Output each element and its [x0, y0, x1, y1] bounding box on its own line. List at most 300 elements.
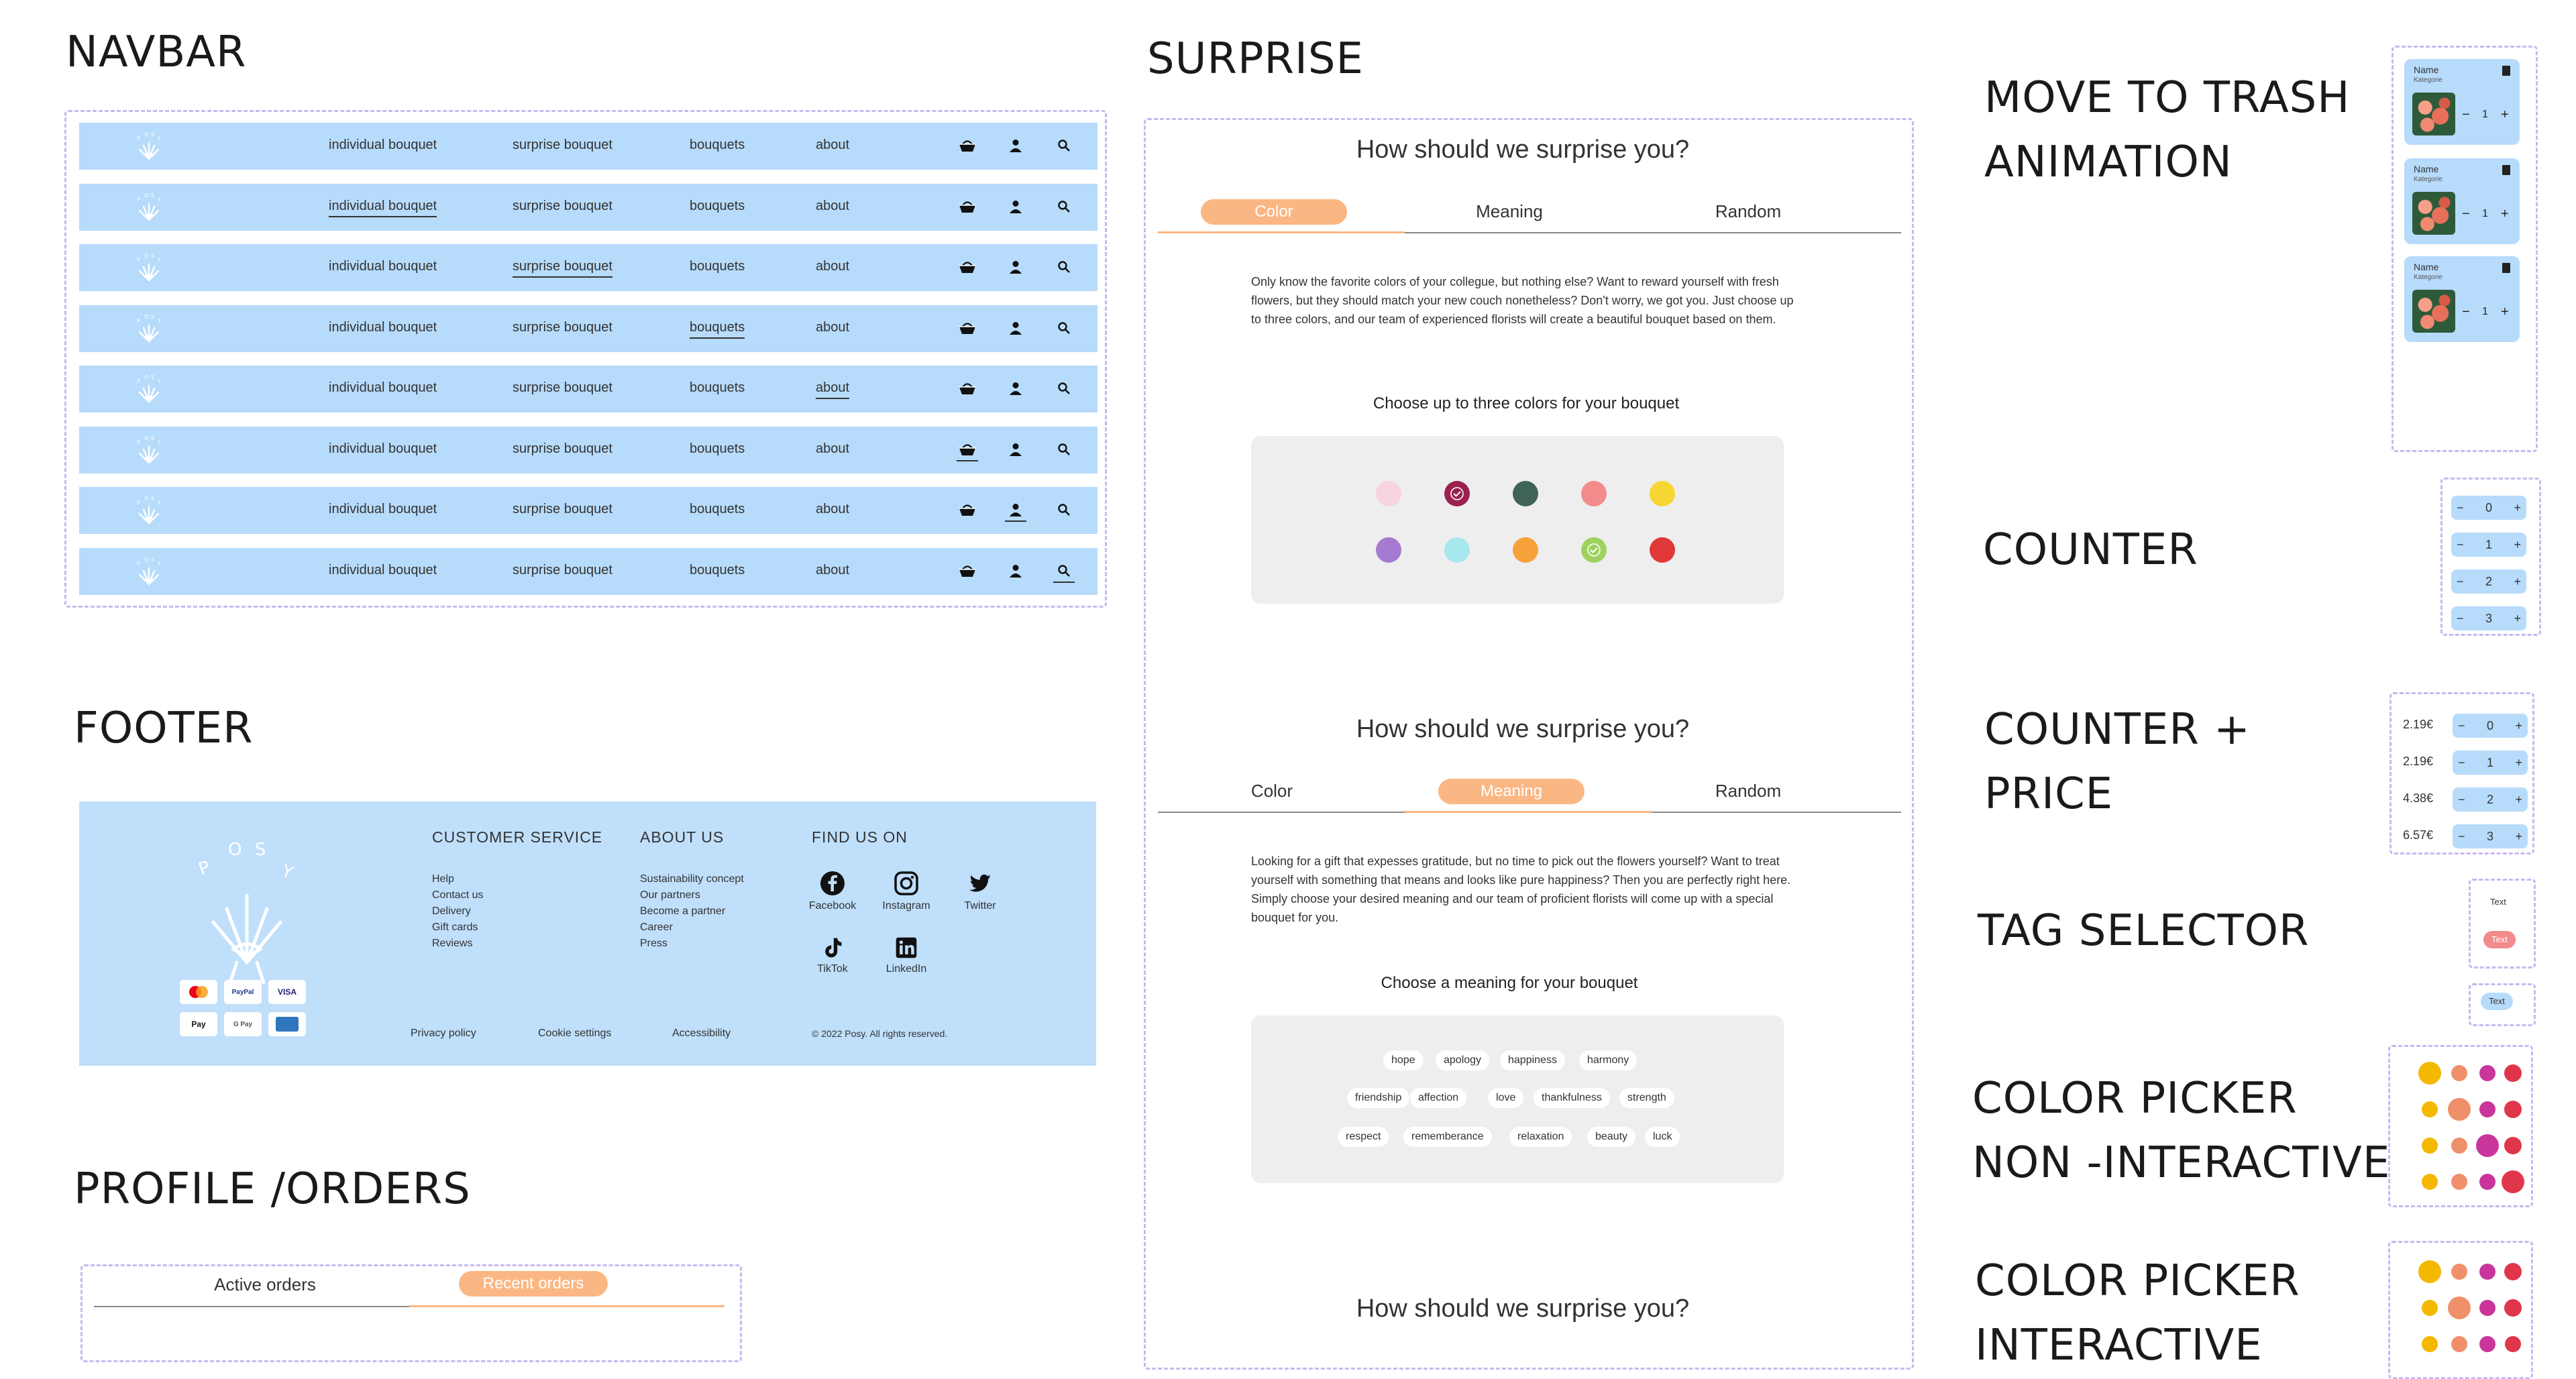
nav-link-individual-bouquet[interactable]: individual bouquet	[329, 319, 437, 335]
svg-text:Y: Y	[158, 317, 161, 324]
color-swatch[interactable]	[1444, 481, 1470, 506]
counter-section-title: COUNTER	[1983, 525, 2198, 575]
tab-divider	[94, 1306, 409, 1307]
tag-selector-section-title: TAG SELECTOR	[1978, 906, 2310, 956]
meaning-tag[interactable]: hope	[1383, 1050, 1424, 1070]
posy-logo[interactable]	[131, 190, 166, 225]
color-option[interactable]	[2451, 1264, 2467, 1280]
basket-icon[interactable]	[957, 256, 978, 278]
nav-link-about[interactable]: about	[816, 502, 850, 516]
nav-link-individual-bouquet[interactable]: individual bouquet	[329, 259, 437, 274]
linkedin-label: LinkedIn	[885, 963, 927, 975]
basket-icon[interactable]	[957, 439, 978, 461]
basket-icon[interactable]	[957, 499, 978, 520]
svg-text:O: O	[144, 313, 149, 320]
svg-text:Y: Y	[158, 560, 161, 567]
tab-divider	[1158, 812, 1405, 813]
profile-section-title: PROFILE /ORDERS	[74, 1164, 471, 1214]
increment-button[interactable]: +	[2515, 829, 2522, 843]
color-heading: Choose up to three colors for your bouquet	[1373, 394, 1680, 412]
svg-text:O: O	[144, 496, 149, 502]
increment-button[interactable]: +	[2515, 718, 2522, 732]
twitter-icon	[967, 870, 994, 897]
color-option[interactable]	[2479, 1264, 2496, 1280]
price-label: 2.19€	[2403, 718, 2434, 731]
svg-text:S: S	[151, 253, 155, 259]
basket-icon[interactable]	[957, 560, 978, 582]
color-swatch[interactable]	[1444, 537, 1470, 563]
nav-link-about[interactable]: about	[816, 380, 849, 399]
svg-text:S: S	[151, 313, 155, 320]
color-swatch[interactable]	[1513, 481, 1538, 506]
privacy-policy-link[interactable]: Privacy policy	[411, 1028, 476, 1039]
color-option[interactable]	[2448, 1297, 2471, 1319]
customer-service-heading: CUSTOMER SERVICE	[432, 828, 603, 846]
color-description: Only know the favorite colors of your collegue, but nothing else? Want to reward yourself with fresh flowers, but they should match your new couch nonetheless? Don't worry, we got you. Just choose up to three colors, and our team of experienced florists will create a beautiful bouquet based on them.	[1251, 275, 1794, 326]
counter-value: 1	[2486, 755, 2493, 769]
footer	[79, 802, 1096, 1066]
nav-link-bouquets[interactable]: bouquets	[690, 259, 745, 274]
nav-link-bouquets[interactable]: bouquets	[690, 320, 745, 339]
visa-icon: VISA	[268, 980, 306, 1004]
color-option	[2479, 1101, 2496, 1117]
quantity-counter	[2451, 496, 2526, 520]
svg-text:O: O	[144, 374, 149, 380]
meaning-tag[interactable]: affection	[1410, 1088, 1466, 1108]
tag-selected[interactable]: Text	[2483, 931, 2516, 948]
posy-logo[interactable]	[131, 129, 166, 164]
cp-noninteractive-title-2: NON -INTERACTIVE	[1972, 1138, 2391, 1188]
color-option	[2479, 1065, 2496, 1081]
tab-divider	[1652, 812, 1901, 813]
trash-icon[interactable]	[2502, 165, 2510, 175]
user-icon[interactable]	[1005, 439, 1026, 460]
search-icon[interactable]	[1053, 317, 1075, 339]
cart-item-card	[2404, 59, 2520, 145]
svg-text:Y: Y	[158, 135, 161, 142]
color-option	[2476, 1134, 2499, 1157]
tab-accent-line	[1405, 811, 1652, 813]
svg-text:Y: Y	[158, 378, 161, 384]
svg-text:P: P	[137, 257, 140, 263]
item-category: Kategorie	[2414, 274, 2443, 281]
svg-text:S: S	[151, 374, 155, 380]
increment-button[interactable]: +	[2514, 500, 2521, 514]
tiktok-label: TikTok	[817, 963, 848, 975]
increment-button[interactable]: +	[2501, 305, 2509, 319]
counter-value: 2	[2485, 574, 2492, 588]
navbar	[79, 123, 1097, 170]
instagram-label: Instagram	[882, 900, 930, 912]
counter-price-section-title-1: COUNTER +	[1984, 705, 2251, 755]
color-option	[2504, 1101, 2522, 1118]
footer-link[interactable]: Delivery	[432, 905, 471, 917]
svg-text:O: O	[144, 435, 149, 441]
navbar	[79, 548, 1097, 595]
svg-text:S: S	[151, 131, 155, 137]
surprise-title-color: How should we surprise you?	[1356, 135, 1690, 164]
tag-default[interactable]: Text	[2482, 893, 2514, 911]
color-option	[2451, 1174, 2467, 1190]
footer-section-title: FOOTER	[74, 704, 254, 753]
apple-pay-icon: Pay	[180, 1012, 217, 1036]
increment-button[interactable]: +	[2514, 574, 2521, 588]
counter-value: 3	[2485, 611, 2492, 625]
basket-icon[interactable]	[957, 196, 978, 217]
color-option	[2451, 1138, 2467, 1154]
tiktok-link[interactable]	[802, 936, 863, 975]
meaning-heading: Choose a meaning for your bouquet	[1381, 974, 1638, 992]
price-label: 4.38€	[2403, 791, 2434, 805]
nav-link-about[interactable]: about	[816, 137, 850, 152]
decrement-button[interactable]: −	[2458, 718, 2465, 732]
search-icon[interactable]	[1053, 135, 1075, 156]
svg-text:O: O	[144, 253, 149, 259]
nav-link-surprise-bouquet[interactable]: surprise bouquet	[513, 380, 612, 395]
posy-logo	[186, 828, 307, 989]
svg-text:P: P	[196, 857, 213, 880]
posy-logo[interactable]	[131, 372, 166, 407]
color-option	[2422, 1101, 2438, 1117]
color-option[interactable]	[2504, 1299, 2522, 1317]
user-icon[interactable]	[1005, 560, 1026, 582]
meaning-tag[interactable]: respect	[1338, 1127, 1389, 1147]
decrement-button[interactable]: −	[2457, 611, 2464, 625]
color-swatch[interactable]	[1650, 481, 1675, 506]
decrement-button[interactable]: −	[2457, 574, 2464, 588]
google-pay-icon: G Pay	[224, 1012, 262, 1036]
meaning-tag[interactable]: rememberance	[1403, 1127, 1492, 1147]
about-us-heading: ABOUT US	[640, 828, 724, 846]
color-option	[2422, 1174, 2438, 1190]
amex-icon	[268, 1012, 306, 1036]
tag-hover[interactable]: Text	[2481, 993, 2513, 1010]
item-name: Name	[2414, 164, 2439, 174]
svg-text:P: P	[137, 196, 140, 203]
twitter-link[interactable]	[950, 870, 1010, 912]
posy-logo[interactable]	[131, 312, 166, 347]
surprise-section-title: SURPRISE	[1147, 34, 1364, 84]
increment-button[interactable]: +	[2514, 537, 2521, 551]
decrement-button[interactable]: −	[2458, 829, 2465, 843]
user-icon[interactable]	[1005, 256, 1026, 278]
facebook-icon	[819, 870, 846, 897]
nav-link-bouquets[interactable]: bouquets	[690, 137, 745, 152]
decrement-button[interactable]: −	[2462, 207, 2470, 221]
tab-divider	[1405, 232, 1901, 233]
trash-icon[interactable]	[2502, 66, 2510, 76]
footer-link[interactable]: Reviews	[432, 938, 473, 949]
color-option[interactable]	[2422, 1300, 2438, 1316]
copyright: © 2022 Posy. All rights reserved.	[812, 1028, 948, 1039]
svg-text:P: P	[137, 378, 140, 384]
svg-text:S: S	[151, 435, 155, 441]
basket-icon[interactable]	[957, 378, 978, 399]
cp-interactive-title-2: INTERACTIVE	[1975, 1321, 2263, 1370]
nav-link-bouquets[interactable]: bouquets	[690, 562, 745, 577]
posy-logo[interactable]	[131, 433, 166, 468]
cp-interactive-title-1: COLOR PICKER	[1975, 1256, 2300, 1306]
trash-section-title-1: MOVE TO TRASH	[1984, 73, 2351, 123]
item-category: Kategorie	[2414, 176, 2443, 183]
footer-link[interactable]: Our partners	[640, 889, 700, 901]
nav-link-about[interactable]: about	[816, 198, 850, 213]
posy-logo[interactable]	[131, 251, 166, 286]
color-swatch[interactable]	[1376, 537, 1401, 563]
quantity-counter	[2451, 533, 2526, 557]
nav-link-individual-bouquet[interactable]: individual bouquet	[329, 380, 437, 395]
item-category: Kategorie	[2414, 76, 2443, 84]
tag-selector-frame	[2469, 879, 2536, 969]
tab-accent-line	[409, 1305, 724, 1307]
meaning-tag[interactable]: luck	[1645, 1127, 1680, 1147]
item-name: Name	[2414, 64, 2439, 75]
nav-link-surprise-bouquet[interactable]: surprise bouquet	[513, 441, 612, 456]
svg-text:S: S	[151, 556, 155, 563]
basket-icon[interactable]	[957, 135, 978, 156]
svg-text:P: P	[137, 560, 140, 567]
search-icon[interactable]	[1053, 196, 1075, 217]
meaning-tag[interactable]: harmony	[1579, 1050, 1637, 1070]
instagram-link[interactable]	[876, 870, 936, 912]
color-option[interactable]	[2479, 1300, 2496, 1316]
color-option[interactable]	[2418, 1260, 2441, 1283]
navbar	[79, 305, 1097, 352]
increment-button[interactable]: +	[2501, 107, 2509, 122]
svg-text:P: P	[137, 135, 140, 142]
svg-text:Y: Y	[158, 257, 161, 263]
meaning-tag[interactable]: beauty	[1587, 1127, 1635, 1147]
color-option[interactable]	[2479, 1336, 2496, 1352]
tab-recent-orders[interactable]: Recent orders	[459, 1271, 608, 1297]
nav-link-about[interactable]: about	[816, 259, 850, 274]
user-icon[interactable]	[1005, 378, 1026, 399]
cp-noninteractive-title-1: COLOR PICKER	[1972, 1074, 2298, 1123]
nav-link-surprise-bouquet[interactable]: surprise bouquet	[513, 319, 612, 335]
increment-button[interactable]: +	[2515, 755, 2522, 769]
footer-link[interactable]: Become a partner	[640, 905, 726, 917]
posy-logo[interactable]	[131, 555, 166, 590]
surprise-title-random: How should we surprise you?	[1356, 1294, 1690, 1323]
quantity-counter	[2453, 787, 2528, 812]
color-option	[2422, 1138, 2438, 1154]
basket-icon[interactable]	[957, 317, 978, 339]
color-option	[2448, 1098, 2471, 1121]
meaning-tag[interactable]: friendship	[1347, 1088, 1409, 1108]
svg-text:O: O	[228, 840, 242, 860]
counter-value: 2	[2486, 792, 2493, 806]
tab-color[interactable]: Color	[1201, 199, 1347, 225]
navbar	[79, 184, 1097, 231]
flower-thumbnail	[2412, 290, 2455, 333]
price-label: 2.19€	[2403, 755, 2434, 768]
nav-link-individual-bouquet[interactable]: individual bouquet	[329, 502, 437, 516]
quantity-counter	[2451, 569, 2526, 594]
color-option	[2479, 1174, 2496, 1190]
svg-text:P: P	[137, 439, 140, 445]
svg-text:O: O	[144, 192, 149, 199]
counter-value: 3	[2486, 829, 2493, 843]
meaning-tag[interactable]: thankfulness	[1534, 1088, 1610, 1108]
color-option	[2504, 1137, 2522, 1154]
quantity-value: 1	[2482, 109, 2488, 120]
quantity-counter	[2453, 824, 2528, 848]
meaning-tag[interactable]: happiness	[1500, 1050, 1565, 1070]
meaning-tag[interactable]: apology	[1436, 1050, 1489, 1070]
color-swatch[interactable]	[1581, 481, 1607, 506]
decrement-button[interactable]: −	[2458, 755, 2465, 769]
user-icon[interactable]	[1005, 317, 1026, 339]
color-option[interactable]	[2505, 1336, 2521, 1352]
svg-text:S: S	[151, 496, 155, 502]
nav-link-about[interactable]: about	[816, 562, 850, 577]
svg-text:S: S	[151, 192, 155, 199]
surprise-title-meaning: How should we surprise you?	[1356, 715, 1690, 743]
footer-link[interactable]: Career	[640, 922, 673, 933]
navbar	[79, 244, 1097, 291]
tab-meaning[interactable]: Meaning	[1438, 779, 1585, 804]
nav-link-individual-bouquet[interactable]: individual bouquet	[329, 137, 437, 152]
footer-link[interactable]: Help	[432, 873, 454, 885]
nav-link-bouquets[interactable]: bouquets	[690, 198, 745, 213]
counter-value: 0	[2486, 718, 2493, 732]
quantity-counter	[2453, 714, 2528, 738]
decrement-button[interactable]: −	[2458, 792, 2465, 806]
decrement-button[interactable]: −	[2457, 537, 2464, 551]
facebook-label: Facebook	[808, 900, 857, 912]
color-option[interactable]	[2422, 1336, 2438, 1352]
quantity-value: 1	[2482, 306, 2488, 317]
find-us-heading: FIND US ON	[812, 828, 908, 846]
mastercard-icon	[180, 980, 217, 1004]
tab-random[interactable]: Random	[1715, 201, 1782, 221]
posy-logo[interactable]	[131, 494, 166, 529]
quantity-counter	[2451, 606, 2526, 630]
svg-text:Y: Y	[158, 439, 161, 445]
svg-text:Y: Y	[158, 196, 161, 203]
trash-section-title-2: ANIMATION	[1984, 137, 2233, 187]
nav-link-bouquets[interactable]: bouquets	[690, 502, 745, 516]
nav-link-surprise-bouquet[interactable]: surprise bouquet	[513, 137, 612, 152]
cookie-settings-link[interactable]: Cookie settings	[538, 1028, 612, 1039]
search-icon[interactable]	[1053, 439, 1075, 460]
check-icon	[1450, 486, 1464, 501]
meaning-tag[interactable]: relaxation	[1509, 1127, 1572, 1147]
cart-item-card	[2404, 158, 2520, 244]
user-icon[interactable]	[1005, 196, 1026, 217]
footer-link[interactable]: Sustainability concept	[640, 873, 744, 885]
color-option[interactable]	[2451, 1336, 2467, 1352]
increment-button[interactable]: +	[2515, 792, 2522, 806]
color-option[interactable]	[2504, 1263, 2522, 1280]
linkedin-icon	[894, 936, 918, 960]
quantity-counter	[2453, 751, 2528, 775]
footer-link[interactable]: Press	[640, 938, 667, 949]
search-icon[interactable]	[1053, 378, 1075, 399]
decrement-button[interactable]: −	[2457, 500, 2464, 514]
counter-price-section-title-2: PRICE	[1984, 769, 2114, 819]
search-icon[interactable]	[1053, 256, 1075, 278]
flower-thumbnail	[2412, 192, 2455, 235]
increment-button[interactable]: +	[2514, 611, 2521, 625]
meaning-description: Looking for a gift that expesses gratitude, but no time to pick out the flowers yourself? Want to treat yourself with something that means and looks like pure happiness? Then you are perfectly right here. Simply choose your desired meaning and our team of proficient florists will come up with a special bouquet for you.	[1251, 854, 1791, 924]
color-option	[2502, 1170, 2524, 1193]
nav-link-individual-bouquet[interactable]: individual bouquet	[329, 441, 437, 456]
quantity-value: 1	[2482, 208, 2488, 219]
color-option	[2504, 1064, 2522, 1082]
tab-color[interactable]: Color	[1250, 781, 1293, 801]
meaning-tag[interactable]: love	[1488, 1088, 1523, 1108]
linkedin-link[interactable]	[876, 936, 936, 975]
nav-link-surprise-bouquet[interactable]: surprise bouquet	[513, 198, 612, 213]
navbar	[79, 487, 1097, 534]
nav-link-surprise-bouquet[interactable]: surprise bouquet	[513, 502, 612, 516]
tab-meaning[interactable]: Meaning	[1476, 201, 1543, 221]
nav-link-bouquets[interactable]: bouquets	[690, 441, 745, 456]
footer-link[interactable]: Contact us	[432, 889, 484, 901]
color-swatch-panel	[1251, 436, 1784, 604]
nav-link-about[interactable]: about	[816, 319, 850, 335]
facebook-link[interactable]	[802, 870, 863, 912]
svg-text:Y: Y	[278, 861, 296, 884]
nav-link-surprise-bouquet[interactable]: surprise bouquet	[513, 259, 612, 278]
decrement-button[interactable]: −	[2462, 305, 2470, 319]
svg-text:S: S	[255, 840, 266, 860]
price-label: 6.57€	[2403, 828, 2434, 842]
color-swatch[interactable]	[1650, 537, 1675, 563]
tab-accent-line	[1158, 231, 1405, 233]
tiktok-icon	[820, 936, 845, 960]
color-option	[2451, 1065, 2467, 1081]
color-swatch[interactable]	[1581, 537, 1607, 563]
user-icon[interactable]	[1005, 135, 1026, 156]
flower-thumbnail	[2412, 93, 2455, 135]
check-icon	[1587, 543, 1601, 557]
paypal-icon: PayPal	[224, 980, 262, 1004]
color-option	[2418, 1062, 2441, 1085]
tab-active-orders[interactable]: Active orders	[214, 1274, 316, 1294]
navbar	[79, 427, 1097, 474]
color-swatch[interactable]	[1376, 481, 1401, 506]
nav-link-bouquets[interactable]: bouquets	[690, 380, 745, 395]
footer-link[interactable]: Gift cards	[432, 922, 478, 933]
user-icon[interactable]	[1005, 499, 1026, 522]
search-icon[interactable]	[1053, 499, 1075, 520]
item-name: Name	[2414, 262, 2439, 272]
svg-text:Y: Y	[158, 500, 161, 506]
nav-link-about[interactable]: about	[816, 441, 850, 456]
nav-link-individual-bouquet[interactable]: individual bouquet	[329, 199, 437, 217]
search-icon[interactable]	[1053, 560, 1075, 583]
twitter-label: Twitter	[964, 900, 996, 912]
trash-icon[interactable]	[2502, 263, 2510, 273]
counter-value: 0	[2485, 500, 2492, 514]
accessibility-link[interactable]: Accessibility	[672, 1028, 731, 1039]
navbar-section-title: NAVBAR	[66, 27, 247, 77]
cart-item-card	[2404, 256, 2520, 342]
meaning-tag[interactable]: strength	[1619, 1088, 1674, 1108]
counter-value: 1	[2485, 537, 2492, 551]
decrement-button[interactable]: −	[2462, 107, 2470, 122]
increment-button[interactable]: +	[2501, 207, 2509, 221]
nav-link-individual-bouquet[interactable]: individual bouquet	[329, 562, 437, 577]
color-swatch[interactable]	[1513, 537, 1538, 563]
svg-text:P: P	[137, 500, 140, 506]
navbar	[79, 366, 1097, 412]
tab-random[interactable]: Random	[1715, 781, 1782, 801]
svg-text:P: P	[137, 317, 140, 324]
nav-link-surprise-bouquet[interactable]: surprise bouquet	[513, 562, 612, 577]
